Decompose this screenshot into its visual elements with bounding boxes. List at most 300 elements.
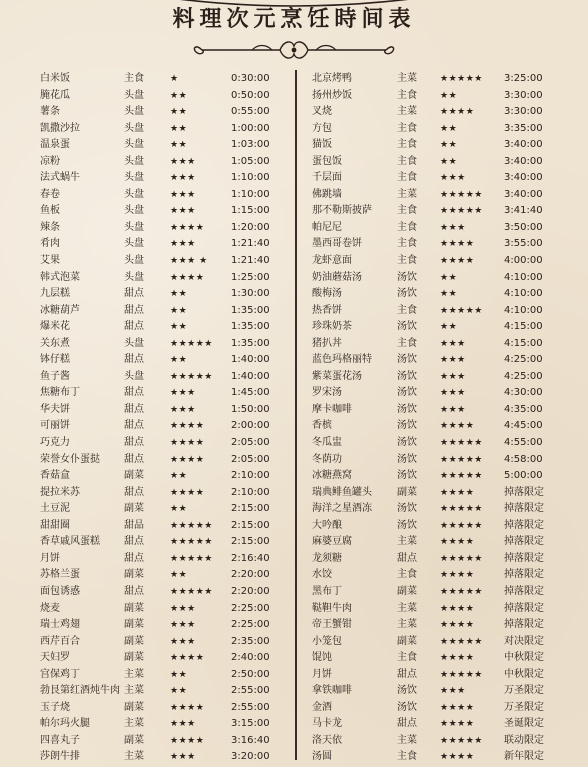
recipe-category: 主菜 <box>397 188 417 200</box>
recipe-category: 主食 <box>397 205 417 217</box>
recipe-category: 主菜 <box>397 536 417 548</box>
recipe-time: 1:25:00 <box>231 271 270 283</box>
recipe-stars: ★★★ <box>170 636 196 647</box>
recipe-stars: ★★★★ <box>170 438 205 449</box>
recipe-name: 冬荫功 <box>312 453 342 465</box>
recipe-stars: ★★ <box>170 123 188 134</box>
recipe-time: 掉落限定 <box>504 503 544 515</box>
recipe-category: 副菜 <box>124 470 144 482</box>
recipe-row <box>40 220 292 237</box>
recipe-row <box>40 518 292 535</box>
recipe-category: 副菜 <box>124 701 144 713</box>
recipe-stars: ★★★ <box>170 620 196 631</box>
recipe-row <box>312 485 584 502</box>
recipe-name: 洛天依 <box>312 734 342 746</box>
recipe-stars: ★★ <box>170 322 188 333</box>
recipe-row <box>40 203 292 220</box>
recipe-stars: ★★★★★ <box>170 553 213 564</box>
recipe-stars: ★★ <box>440 123 458 134</box>
recipe-row <box>40 634 292 651</box>
recipe-name: 冬瓜盅 <box>312 437 342 449</box>
recipe-category: 汤饮 <box>397 420 417 432</box>
recipe-stars: ★★★★ <box>170 454 205 465</box>
recipe-time: 4:10:00 <box>504 304 543 316</box>
recipe-time: 中秋限定 <box>504 668 544 680</box>
recipe-time: 3:15:00 <box>231 718 270 730</box>
recipe-time: 2:05:00 <box>231 437 270 449</box>
recipe-stars: ★★★★ <box>440 107 475 118</box>
recipe-name: 龙须糖 <box>312 552 342 564</box>
recipe-name: 荣誉女仆蛋挞 <box>40 453 100 465</box>
recipe-category: 副菜 <box>124 734 144 746</box>
recipe-name: 汤圆 <box>312 751 332 763</box>
recipe-stars: ★★ <box>440 322 458 333</box>
recipe-name: 韩式泡菜 <box>40 271 80 283</box>
recipe-category: 头盘 <box>124 106 144 118</box>
recipe-row <box>40 468 292 485</box>
recipe-stars: ★★★ <box>440 686 466 697</box>
recipe-row <box>312 716 584 733</box>
recipe-name: 腌花瓜 <box>40 89 70 101</box>
recipe-stars: ★★ <box>170 140 188 151</box>
recipe-row <box>40 71 292 88</box>
recipe-name: 土豆泥 <box>40 503 70 515</box>
recipe-row <box>40 286 292 303</box>
recipe-time: 3:30:00 <box>504 106 543 118</box>
recipe-row <box>40 683 292 700</box>
recipe-time: 2:25:00 <box>231 602 270 614</box>
recipe-name: 肴肉 <box>40 238 60 250</box>
recipe-row <box>40 319 292 336</box>
recipe-time: 4:45:00 <box>504 420 543 432</box>
recipe-category: 汤饮 <box>397 470 417 482</box>
recipe-stars: ★★★ <box>170 239 196 250</box>
recipe-stars: ★★★★★ <box>440 735 483 746</box>
recipe-time: 新年限定 <box>504 751 544 763</box>
recipe-name: 奶油蘑菇汤 <box>312 271 362 283</box>
recipe-row <box>40 369 292 386</box>
recipe-category: 甜点 <box>124 387 144 399</box>
recipe-name: 方包 <box>312 122 332 134</box>
recipe-name: 紫菜蛋花汤 <box>312 370 362 382</box>
recipe-stars: ★★ <box>170 686 188 697</box>
recipe-stars: ★★ <box>170 570 188 581</box>
recipe-row <box>40 452 292 469</box>
recipe-row <box>40 601 292 618</box>
recipe-stars: ★★★★ <box>170 653 205 664</box>
recipe-category: 甜品 <box>124 519 144 531</box>
recipe-row <box>312 154 584 171</box>
recipe-stars: ★★ <box>170 90 188 101</box>
recipe-name: 帕尼尼 <box>312 221 342 233</box>
recipe-category: 汤饮 <box>397 271 417 283</box>
recipe-name: 酸梅汤 <box>312 288 342 300</box>
recipe-stars: ★★★★ <box>440 603 475 614</box>
recipe-name: 辣条 <box>40 221 60 233</box>
recipe-row <box>40 170 292 187</box>
recipe-time: 4:35:00 <box>504 403 543 415</box>
recipe-stars: ★★★★★ <box>440 305 483 316</box>
recipe-time: 3:41:40 <box>504 205 543 217</box>
recipe-row <box>312 270 584 287</box>
recipe-category: 主食 <box>124 73 144 84</box>
recipe-category: 汤饮 <box>397 453 417 465</box>
recipe-time: 3:50:00 <box>504 221 543 233</box>
recipe-time: 3:40:00 <box>504 139 543 151</box>
recipe-time: 1:03:00 <box>231 139 270 151</box>
recipe-stars: ★★★★ <box>170 702 205 713</box>
recipe-stars: ★★★★ <box>440 537 475 548</box>
recipe-time: 1:50:00 <box>231 403 270 415</box>
recipe-name: 海洋之星酒冻 <box>312 503 372 515</box>
recipe-category: 汤饮 <box>397 519 417 531</box>
recipe-time: 4:25:00 <box>504 354 543 366</box>
recipe-stars: ★★★ <box>170 752 196 763</box>
recipe-category: 主食 <box>397 255 417 267</box>
recipe-row <box>312 88 584 105</box>
recipe-time: 1:10:00 <box>231 172 270 184</box>
recipe-row <box>40 303 292 320</box>
recipe-row <box>40 336 292 353</box>
recipe-name: 金酒 <box>312 701 332 713</box>
recipe-row <box>40 402 292 419</box>
recipe-name: 关东煮 <box>40 337 70 349</box>
recipe-name: 那不勒斯披萨 <box>312 205 372 217</box>
recipe-stars: ★★★ <box>440 338 466 349</box>
recipe-time: 联动限定 <box>504 734 544 746</box>
recipe-category: 甜点 <box>124 403 144 415</box>
recipe-time: 1:10:00 <box>231 188 270 200</box>
recipe-row <box>40 270 292 287</box>
recipe-category: 甜点 <box>124 420 144 432</box>
recipe-name: 大吟酿 <box>312 519 342 531</box>
recipe-row <box>40 733 292 750</box>
recipe-time: 1:30:00 <box>231 288 270 300</box>
recipe-category: 汤饮 <box>397 370 417 382</box>
recipe-stars: ★★★★★ <box>440 669 483 680</box>
recipe-category: 头盘 <box>124 205 144 217</box>
recipe-stars: ★★★★ <box>170 272 205 283</box>
recipe-row <box>40 567 292 584</box>
recipe-name: 爆米花 <box>40 321 70 333</box>
recipe-row <box>312 220 584 237</box>
recipe-category: 头盘 <box>124 122 144 134</box>
recipe-category: 甜点 <box>124 437 144 449</box>
recipe-category: 汤饮 <box>397 403 417 415</box>
recipe-category: 甜点 <box>397 668 417 680</box>
recipe-stars: ★★★★★ <box>170 537 213 548</box>
recipe-category: 甜点 <box>124 453 144 465</box>
recipe-stars: ★★★★ <box>440 256 475 267</box>
recipe-category: 甜点 <box>124 354 144 366</box>
recipe-category: 头盘 <box>124 139 144 151</box>
recipe-time: 2:25:00 <box>231 619 270 631</box>
recipe-time: 掉落限定 <box>504 552 544 564</box>
recipe-time: 3:20:00 <box>231 751 270 763</box>
recipe-name: 提拉米苏 <box>40 486 80 498</box>
recipe-stars: ★★★ <box>440 388 466 399</box>
recipe-category: 主菜 <box>397 734 417 746</box>
recipe-time: 3:25:00 <box>504 73 543 84</box>
recipe-row <box>312 319 584 336</box>
recipe-stars: ★★★ <box>170 719 196 730</box>
recipe-name: 蛋包饭 <box>312 155 342 167</box>
recipe-stars: ★ <box>170 74 179 84</box>
recipe-category: 主食 <box>397 89 417 101</box>
recipe-row <box>312 601 584 618</box>
recipe-row <box>312 567 584 584</box>
recipe-name: 甜甜圈 <box>40 519 70 531</box>
recipe-row <box>312 617 584 634</box>
recipe-row <box>312 71 584 88</box>
recipe-category: 汤饮 <box>397 354 417 366</box>
recipe-time: 掉落限定 <box>504 486 544 498</box>
recipe-stars: ★★ <box>170 355 188 366</box>
recipe-stars: ★★★★ <box>440 487 475 498</box>
page-title: 料理次元烹饪時间表 <box>172 6 416 32</box>
recipe-time: 3:40:00 <box>504 188 543 200</box>
recipe-time: 2:00:00 <box>231 420 270 432</box>
recipe-row <box>312 286 584 303</box>
recipe-stars: ★★★ <box>440 371 466 382</box>
recipe-time: 1:21:40 <box>231 255 270 267</box>
recipe-name: 温泉蛋 <box>40 139 70 151</box>
recipe-time: 2:20:00 <box>231 569 270 581</box>
recipe-row <box>40 435 292 452</box>
recipe-row <box>312 121 584 138</box>
recipe-row <box>40 584 292 601</box>
recipe-stars: ★★★★ <box>440 653 475 664</box>
recipe-time: 2:16:40 <box>231 552 270 564</box>
recipe-row <box>312 650 584 667</box>
recipe-stars: ★★★★ <box>440 620 475 631</box>
recipe-row <box>40 650 292 667</box>
recipe-name: 苏格兰蛋 <box>40 569 80 581</box>
recipe-stars: ★★★★ <box>440 702 475 713</box>
recipe-stars: ★★ <box>440 289 458 300</box>
recipe-time: 对决限定 <box>504 635 544 647</box>
recipe-time: 0:55:00 <box>231 106 270 118</box>
recipe-time: 4:25:00 <box>504 370 543 382</box>
recipe-category: 汤饮 <box>397 387 417 399</box>
recipe-name: 凯撒沙拉 <box>40 122 80 134</box>
recipe-row <box>312 336 584 353</box>
recipe-category: 副菜 <box>124 503 144 515</box>
recipe-row <box>312 667 584 684</box>
recipe-stars: ★★★ <box>440 222 466 233</box>
recipe-name: 春卷 <box>40 188 60 200</box>
recipe-stars: ★★★★★ <box>440 206 483 217</box>
recipe-row <box>40 88 292 105</box>
recipe-name: 艾果 <box>40 255 60 267</box>
recipe-stars: ★★★ <box>170 404 196 415</box>
recipe-stars: ★★★★★ <box>440 471 483 482</box>
recipe-row <box>40 154 292 171</box>
recipe-name: 马卡龙 <box>312 718 342 730</box>
recipe-row <box>312 369 584 386</box>
recipe-category: 主食 <box>397 337 417 349</box>
recipe-stars: ★★ <box>440 90 458 101</box>
recipe-name: 烧麦 <box>40 602 60 614</box>
recipe-row <box>40 551 292 568</box>
recipe-name: 龙虾意面 <box>312 255 352 267</box>
recipe-stars: ★★★★★ <box>440 504 483 515</box>
recipe-stars: ★★★ <box>170 173 196 184</box>
recipe-name: 宫保鸡丁 <box>40 668 80 680</box>
recipe-time: 2:05:00 <box>231 453 270 465</box>
recipe-row <box>40 137 292 154</box>
recipe-time: 4:15:00 <box>504 321 543 333</box>
recipe-stars: ★★★★★ <box>440 74 483 84</box>
recipe-category: 主食 <box>397 155 417 167</box>
recipe-category: 主菜 <box>124 668 144 680</box>
recipe-category: 主菜 <box>397 73 417 84</box>
recipe-name: 四喜丸子 <box>40 734 80 746</box>
recipe-time: 4:10:00 <box>504 288 543 300</box>
recipe-time: 2:50:00 <box>231 668 270 680</box>
recipe-stars: ★★★ <box>170 388 196 399</box>
recipe-stars: ★★★ <box>440 173 466 184</box>
recipe-name: 蓝色玛格丽特 <box>312 354 372 366</box>
recipe-category: 甜点 <box>397 552 417 564</box>
recipe-stars: ★★★★ <box>440 752 475 763</box>
recipe-time: 3:16:40 <box>231 734 270 746</box>
recipe-stars: ★★★★ <box>440 570 475 581</box>
recipe-time: 4:10:00 <box>504 271 543 283</box>
recipe-category: 汤饮 <box>397 685 417 697</box>
recipe-category: 甜点 <box>124 486 144 498</box>
recipe-name: 黑布丁 <box>312 585 342 597</box>
recipe-category: 汤饮 <box>397 503 417 515</box>
recipe-category: 甜点 <box>124 304 144 316</box>
recipe-category: 头盘 <box>124 221 144 233</box>
recipe-category: 副菜 <box>124 602 144 614</box>
ornament-divider <box>192 38 396 62</box>
recipe-stars: ★★★★ <box>440 239 475 250</box>
recipe-row <box>40 352 292 369</box>
recipe-name: 莎朗牛排 <box>40 751 80 763</box>
recipe-row <box>40 236 292 253</box>
recipe-stars: ★★★ ★ <box>170 256 208 267</box>
recipe-time: 3:40:00 <box>504 155 543 167</box>
recipe-stars: ★★★ <box>440 355 466 366</box>
recipe-stars: ★★★ <box>440 404 466 415</box>
recipe-category: 主食 <box>397 172 417 184</box>
recipe-name: 冰糖葫芦 <box>40 304 80 316</box>
recipe-stars: ★★ <box>440 140 458 151</box>
recipe-row <box>312 253 584 270</box>
recipe-row <box>40 617 292 634</box>
recipe-row <box>312 418 584 435</box>
recipe-name: 拿铁咖啡 <box>312 685 352 697</box>
recipe-stars: ★★★ <box>170 603 196 614</box>
recipe-stars: ★★ <box>440 156 458 167</box>
recipe-time: 圣诞限定 <box>504 718 544 730</box>
recipe-row <box>40 385 292 402</box>
recipe-category: 主菜 <box>397 106 417 118</box>
recipe-name: 小笼包 <box>312 635 342 647</box>
recipe-row <box>312 385 584 402</box>
recipe-category: 主食 <box>397 652 417 664</box>
recipe-name: 帕尔玛火腿 <box>40 718 90 730</box>
recipe-name: 月饼 <box>40 552 60 564</box>
recipe-row <box>40 700 292 717</box>
recipe-name: 勃艮第红酒炖牛肉 <box>40 685 120 697</box>
recipe-time: 掉落限定 <box>504 619 544 631</box>
recipe-category: 汤饮 <box>397 288 417 300</box>
recipe-name: 法式蜗牛 <box>40 172 80 184</box>
recipe-category: 头盘 <box>124 370 144 382</box>
recipe-time: 掉落限定 <box>504 519 544 531</box>
recipe-row <box>312 435 584 452</box>
recipe-time: 3:55:00 <box>504 238 543 250</box>
recipe-name: 面包诱惑 <box>40 585 80 597</box>
recipe-stars: ★★★★ <box>170 487 205 498</box>
recipe-time: 1:00:00 <box>231 122 270 134</box>
recipe-category: 副菜 <box>397 486 417 498</box>
recipe-category: 甜点 <box>124 288 144 300</box>
recipe-stars: ★★★★★ <box>440 553 483 564</box>
recipe-name: 佛跳墙 <box>312 188 342 200</box>
recipe-row <box>312 683 584 700</box>
recipe-category: 主菜 <box>397 602 417 614</box>
recipe-category: 甜点 <box>124 585 144 597</box>
recipe-name: 瑞典鲱鱼罐头 <box>312 486 372 498</box>
recipe-time: 2:55:00 <box>231 701 270 713</box>
right-recipe-column <box>312 71 584 766</box>
recipe-category: 副菜 <box>124 619 144 631</box>
recipe-time: 4:58:00 <box>504 453 543 465</box>
recipe-time: 2:15:00 <box>231 519 270 531</box>
recipe-stars: ★★ <box>170 669 188 680</box>
recipe-time: 1:40:00 <box>231 354 270 366</box>
recipe-name: 鱼子酱 <box>40 370 70 382</box>
recipe-name: 帝王蟹钳 <box>312 619 352 631</box>
recipe-name: 巧克力 <box>40 437 70 449</box>
recipe-time: 1:45:00 <box>231 387 270 399</box>
recipe-time: 1:21:40 <box>231 238 270 250</box>
recipe-row <box>40 187 292 204</box>
recipe-name: 白米饭 <box>40 73 70 84</box>
recipe-time: 4:00:00 <box>504 255 543 267</box>
recipe-category: 主食 <box>397 751 417 763</box>
recipe-row <box>312 170 584 187</box>
recipe-time: 1:20:00 <box>231 221 270 233</box>
recipe-row <box>40 534 292 551</box>
recipe-time: 3:30:00 <box>504 89 543 101</box>
recipe-row <box>40 716 292 733</box>
recipe-category: 头盘 <box>124 255 144 267</box>
recipe-category: 头盘 <box>124 337 144 349</box>
recipe-name: 水饺 <box>312 569 332 581</box>
recipe-name: 北京烤鸭 <box>312 73 352 84</box>
recipe-name: 西芹百合 <box>40 635 80 647</box>
recipe-name: 鱼板 <box>40 205 60 217</box>
recipe-name: 可丽饼 <box>40 420 70 432</box>
recipe-row <box>312 584 584 601</box>
recipe-row <box>40 667 292 684</box>
recipe-stars: ★★★ <box>170 156 196 167</box>
recipe-time: 1:15:00 <box>231 205 270 217</box>
recipe-row <box>312 634 584 651</box>
recipe-stars: ★★★★★ <box>170 520 213 531</box>
recipe-time: 中秋限定 <box>504 652 544 664</box>
column-divider <box>295 70 297 760</box>
recipe-category: 主食 <box>397 139 417 151</box>
recipe-row <box>312 468 584 485</box>
recipe-time: 4:15:00 <box>504 337 543 349</box>
recipe-name: 叉烧 <box>312 106 332 118</box>
